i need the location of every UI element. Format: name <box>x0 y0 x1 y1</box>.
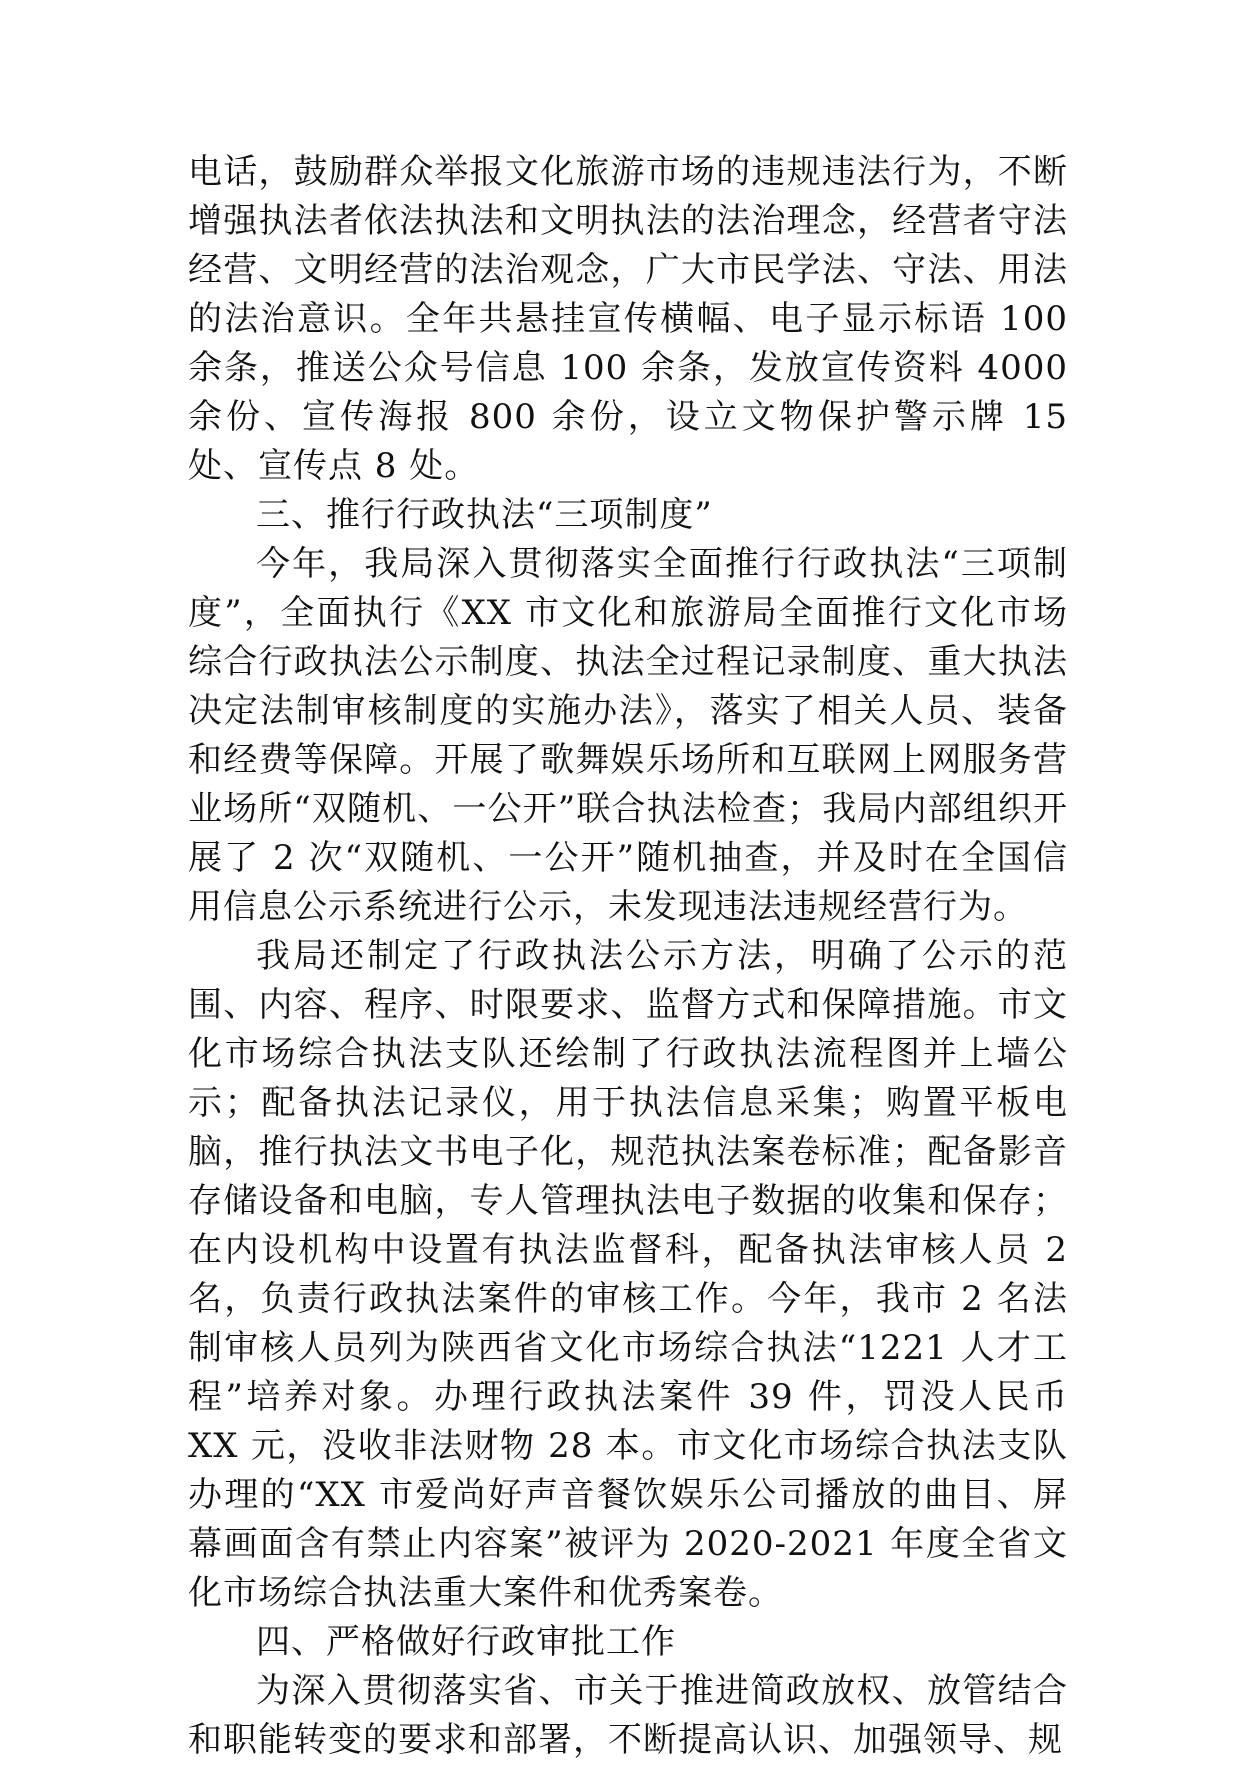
section-heading-three: 三、推行行政执法“三项制度” <box>256 495 713 535</box>
paragraph-administrative-approval: 为深入贯彻落实省、市关于推进简政放权、放管结合和职能转变的要求和部署，不断提高认识、加强领导、规 <box>188 1671 1068 1760</box>
paragraph-continuation: 电话，鼓励群众举报文化旅游市场的违规违法行为，不断增强执法者依法执法和文明执法的法治理念，经营者守法经营、文明经营的法治观念，广大市民学法、守法、用法的法治意识。全年共悬挂宣传横幅、电子显示标语 100 余条，推送公众号信息 100 余条，发放宣传资料 4000 余份、宣传海报 800 余份，设立文物保护警示牌 15 处、宣传点 8 处。 <box>188 152 1068 486</box>
paragraph-three-system: 今年，我局深入贯彻落实全面推行行政执法“三项制度”，全面执行《XX 市文化和旅游局全面推行文化市场综合行政执法公示制度、执法全过程记录制度、重大执法决定法制审核制度的实施办法》，落实了相关人员、装备和经费等保障。开展了歌舞娱乐场所和互联网上网服务营业场所“双随机、一公开”联合执法检查；我局内部组织开展了 2 次“双随机、一公开”随机抽查，并及时在全国信用信息公示系统进行公示，未发现违法违规经营行为。 <box>188 544 1068 927</box>
section-heading-four: 四、严格做好行政审批工作 <box>256 1622 676 1662</box>
paragraph-publicity-method: 我局还制定了行政执法公示方法，明确了公示的范围、内容、程序、时限要求、监督方式和保障措施。市文化市场综合执法支队还绘制了行政执法流程图并上墙公示；配备执法记录仪，用于执法信息采集；购置平板电脑，推行执法文书电子化，规范执法案卷标准；配备影音存储设备和电脑，专人管理执法电子数据的收集和保存；在内设机构中设置有执法监督科，配备执法审核人员 2 名，负责行政执法案件的审核工作。今年，我市 2 名法制审核人员列为陕西省文化市场综合执法“1221 人才工程”培养对象。办理行政执法案件 39 件，罚没人民币 XX 元，没收非法财物 28 本。市文化市场综合执法支队办理的“XX 市爱尚好声音餐饮娱乐公司播放的曲目、屏幕画面含有禁止内容案”被评为 2020-2021 年度全省文化市场综合执法重大案件和优秀案卷。 <box>188 936 1068 1613</box>
document-body <box>188 148 1068 1765</box>
